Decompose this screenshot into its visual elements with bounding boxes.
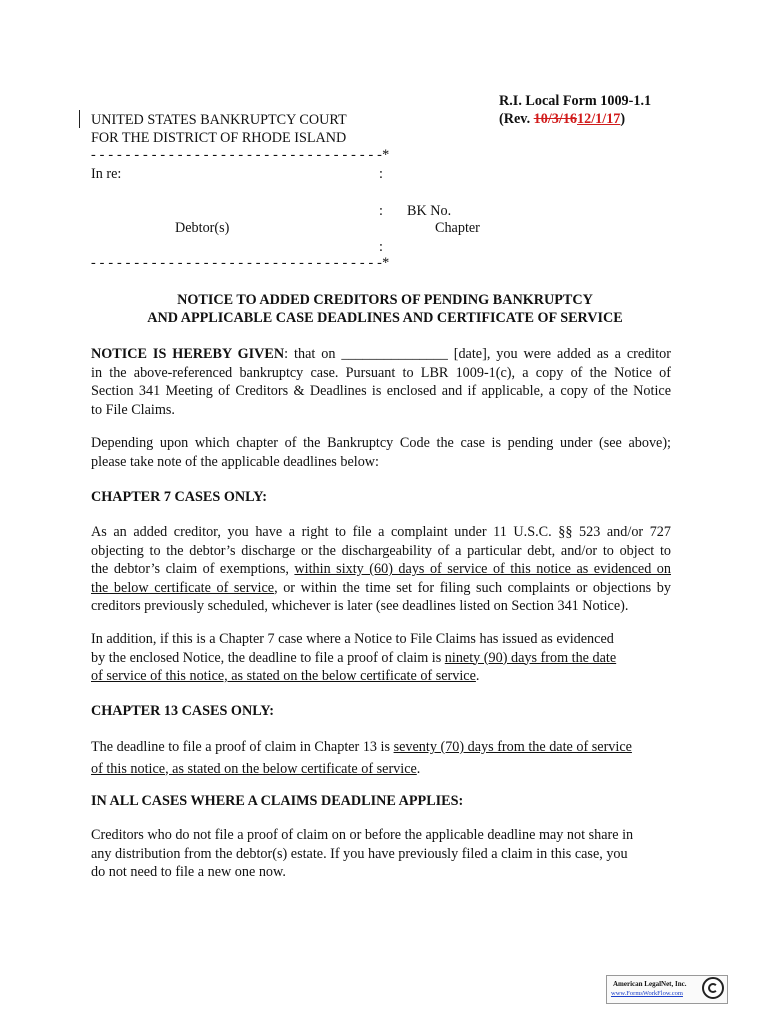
p5-line2-underlined: of this notice, as stated on the below certificate of service	[91, 760, 417, 777]
chapter13-heading: CHAPTER 13 CASES ONLY:	[91, 703, 275, 719]
p6-line1: Creditors who do not file a proof of claim on or before the applicable deadline may not share in	[91, 827, 634, 843]
p4-line2	[91, 649, 671, 668]
notice-title-line2: AND APPLICABLE CASE DEADLINES AND CERTIFICATE OF SERVICE	[147, 310, 623, 326]
p5-line2-b: .	[416, 760, 421, 777]
notice-lead: NOTICE IS HEREBY GIVEN	[91, 346, 285, 362]
p1-line1-rest: : that on _______________ [date], you were added as a creditor	[284, 346, 671, 362]
chapter-label: Chapter	[435, 220, 480, 236]
p4-line3-underlined: of service of this notice, as stated on the below certificate of service	[91, 668, 476, 684]
p2-line1: Depending upon which chapter of the Bankruptcy Code the case is pending under (see above);	[91, 435, 671, 451]
rev-deleted-date: 10/3/16	[533, 111, 578, 127]
chapter7-heading: CHAPTER 7 CASES ONLY:	[91, 489, 267, 505]
p3-line4-b: , or within the time set for filing such complaints or objections by	[274, 579, 671, 596]
rev-prefix: (Rev.	[499, 111, 534, 127]
chapter7-claims-paragraph	[91, 630, 671, 686]
chapter13-paragraph	[91, 738, 671, 778]
caption-colon: :	[379, 166, 383, 182]
p3-line4	[91, 579, 671, 598]
footer-company: American LegalNet, Inc.	[613, 980, 687, 988]
p3-line4-underlined: the below certificate of service	[91, 579, 275, 596]
p5-line1-underlined: seventy (70) days from the date of service	[393, 739, 632, 755]
p3-line1: As an added creditor, you have a right to file a complaint under 11 U.S.C. §§ 523 and/or 727	[91, 524, 671, 540]
revision-bar	[79, 110, 80, 128]
p4-line2-a: by the enclosed Notice, the deadline to file a proof of claim is	[91, 649, 445, 666]
notice-title-line1: NOTICE TO ADDED CREDITORS OF PENDING BANKRUPTCY	[177, 292, 593, 308]
form-number: R.I. Local Form 1009-1.1	[499, 93, 652, 109]
rev-inserted-date: 12/1/17	[577, 111, 621, 127]
court-name-line1: UNITED STATES BANKRUPTCY COURT	[91, 112, 347, 128]
caption-colon: :	[379, 203, 383, 219]
court-name-line2: FOR THE DISTRICT OF RHODE ISLAND	[91, 130, 347, 146]
form-revision	[499, 110, 625, 129]
p3-line3-underlined: within sixty (60) days of service of this notice as evidenced on	[294, 561, 671, 577]
chapter7-paragraph	[91, 523, 671, 616]
deadlines-intro-paragraph	[91, 434, 671, 471]
p6-line3: do not need to file a new one now.	[91, 864, 286, 880]
all-cases-paragraph	[91, 826, 671, 882]
debtors-label: Debtor(s)	[175, 220, 230, 236]
p4-line3	[91, 667, 671, 686]
p2-line2: please take note of the applicable deadlines below:	[91, 453, 379, 470]
p4-line2-underlined: ninety (90) days from the date	[444, 649, 617, 666]
p1-line1	[91, 345, 671, 364]
footer-url-link[interactable]: www.FormsWorkFlow.com	[611, 990, 683, 997]
american-legalnet-badge	[606, 975, 728, 1004]
p5-line1-a: The deadline to file a proof of claim in Chapter 13 is	[91, 739, 394, 755]
bk-no-label: BK No.	[407, 203, 452, 219]
p4-line1: In addition, if this is a Chapter 7 case where a Notice to File Claims has issued as evidenced	[91, 631, 614, 647]
p1-line2: in the above-referenced bankruptcy case. Pursuant to LBR 1009-1(c), a copy of the Notice of	[91, 364, 671, 381]
p1-line4: to File Claims.	[91, 401, 175, 418]
caption-divider-bottom: - - - - - - - - - - - - - - - - - - - - - - - - - - - - - - - - - -*	[91, 255, 390, 271]
p3-line3-a: the debtor’s claim of exemptions,	[91, 561, 295, 577]
p3-line5: creditors previously scheduled, whichever is later (see deadlines listed on Section 341 Notice).	[91, 598, 629, 614]
in-re-label: In re:	[91, 166, 122, 182]
caption-colon: :	[379, 239, 383, 255]
p5-line1	[91, 738, 671, 757]
p5-line2	[91, 760, 671, 779]
p1-line3: Section 341 Meeting of Creditors & Deadlines is enclosed and if applicable, a copy of the Notice	[91, 383, 671, 399]
notice-paragraph	[91, 345, 671, 419]
p4-line3-b: .	[475, 668, 480, 684]
p3-line2: objecting to the debtor’s discharge or the dischargeability of a particular debt, and/or to object to	[91, 542, 671, 559]
p6-line2: any distribution from the debtor(s) estate. If you have previously filed a claim in this case, you	[91, 845, 628, 862]
p3-line3	[91, 560, 671, 579]
all-cases-heading: IN ALL CASES WHERE A CLAIMS DEADLINE APPLIES:	[91, 793, 464, 809]
caption-divider-top: - - - - - - - - - - - - - - - - - - - - - - - - - - - - - - - - - -*	[91, 147, 390, 163]
american-legalnet-logo-icon	[702, 977, 724, 999]
rev-suffix: )	[620, 111, 626, 127]
